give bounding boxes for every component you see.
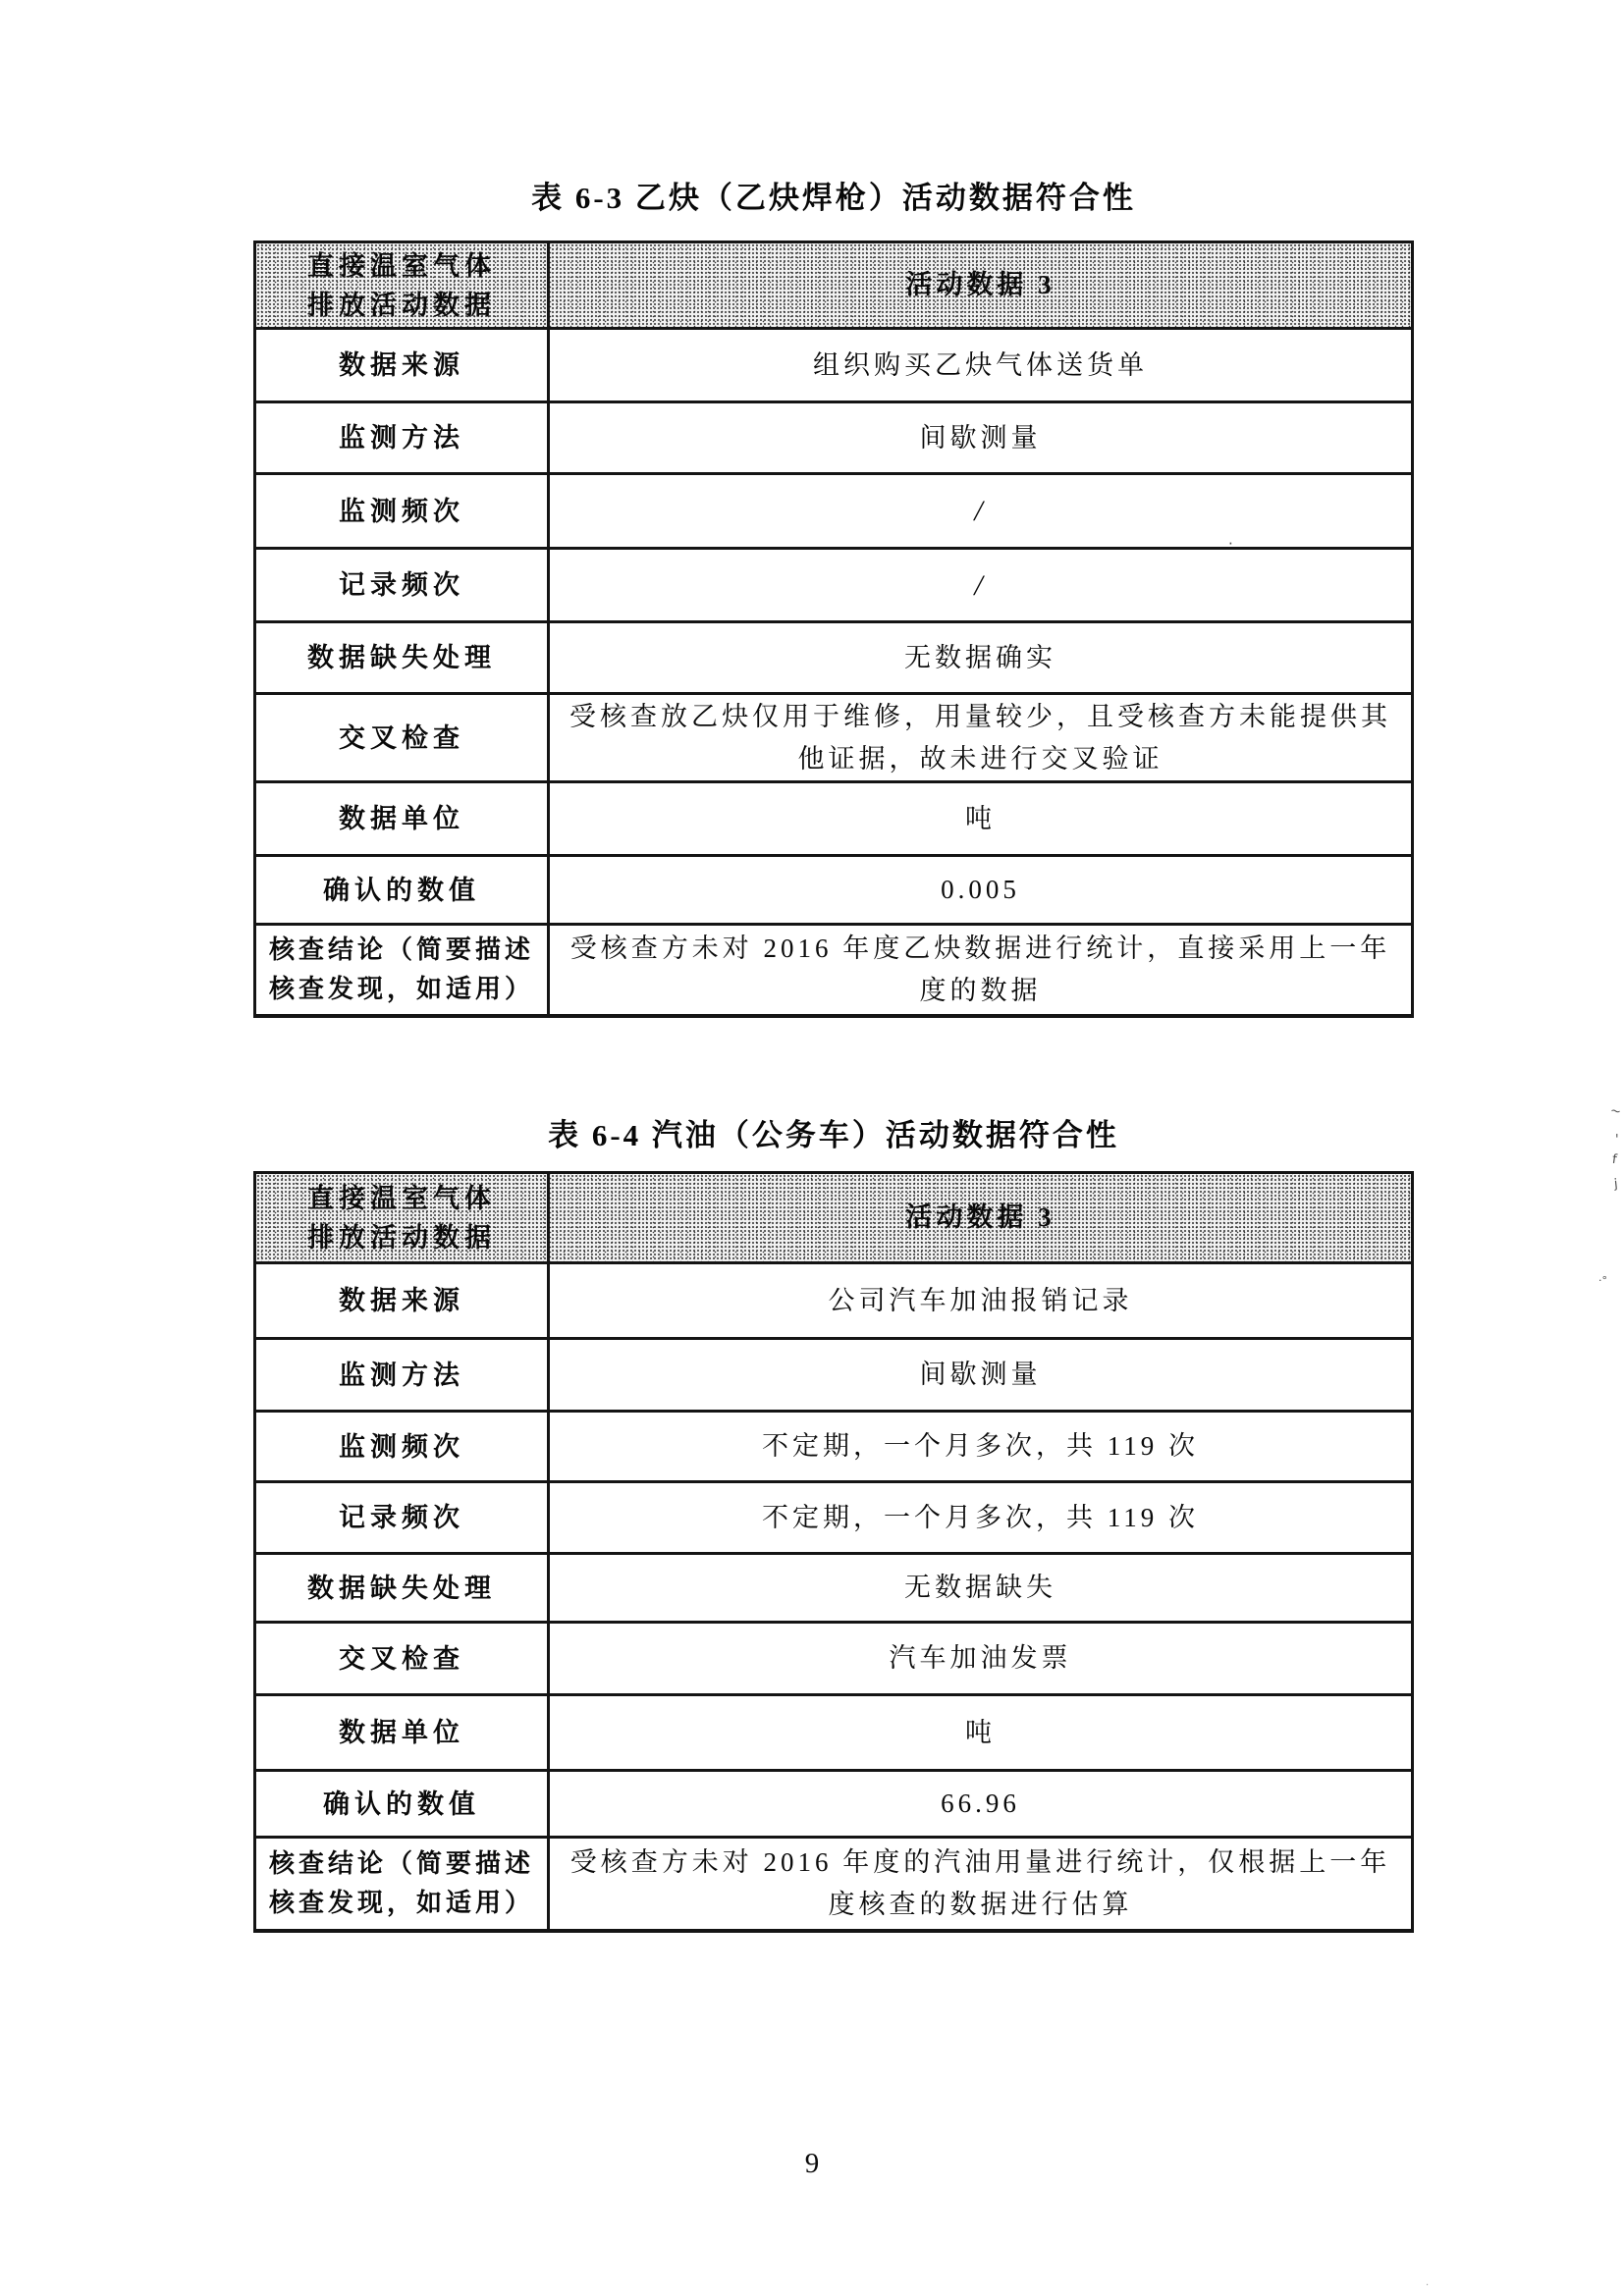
table-header-row	[256, 1174, 1411, 1261]
row-label-cell: 交叉检查	[256, 1624, 550, 1693]
table-header-row	[256, 243, 1411, 327]
row-value-cell: 不定期，一个月多次，共 119 次	[762, 1431, 1199, 1461]
table-row	[256, 1693, 1411, 1769]
row-label-cell: 确认的数值	[256, 1772, 550, 1836]
row-value-cell: /	[974, 495, 987, 527]
header-label-cell	[256, 1174, 550, 1261]
row-label-cell: 监测方法	[256, 403, 550, 472]
row-value-cell: 吨	[965, 803, 996, 833]
table-row	[256, 327, 1411, 400]
table-row	[256, 400, 1411, 472]
table-6-4	[253, 1171, 1414, 1933]
table-6-3-title: 表 6-3 乙炔（乙炔焊枪）活动数据符合性	[531, 181, 1136, 215]
row-label-cell: 数据缺失处理	[256, 1555, 550, 1621]
row-value-cell: 间歇测量	[919, 422, 1042, 453]
row-value-cell: 组织购买乙炔气体送货单	[813, 349, 1148, 380]
scan-artifact: j	[1613, 1176, 1619, 1193]
table-row	[256, 620, 1411, 692]
table-row	[256, 1410, 1411, 1480]
table-row	[256, 854, 1411, 923]
row-label-cell: 数据缺失处理	[256, 623, 550, 692]
row-label-cell: 交叉检查	[256, 695, 550, 780]
table-6-3	[253, 240, 1414, 1018]
table-row	[256, 1337, 1411, 1410]
header-value-cell: 活动数据 3	[905, 1202, 1056, 1232]
row-label-cell: 监测频次	[256, 1413, 550, 1480]
header-label-line2: 排放活动数据	[307, 1222, 496, 1253]
row-value-cell: 汽车加油发票	[889, 1643, 1072, 1673]
row-value-cell: 0.005	[941, 875, 1020, 904]
header-label-cell	[256, 243, 550, 327]
row-value-cell: /	[974, 568, 987, 602]
header-value-cell: 活动数据 3	[905, 270, 1056, 299]
row-value-cell: 66.96	[941, 1789, 1020, 1818]
table-row	[256, 780, 1411, 854]
row-label-cell: 核查结论（简要描述核查发现，如适用）	[256, 926, 550, 1014]
row-label-cell: 核查结论（简要描述核查发现，如适用）	[256, 1839, 550, 1929]
row-label-cell: 数据单位	[256, 783, 550, 854]
row-value-cell: 吨	[965, 1717, 996, 1747]
table-6-4-title: 表 6-4 汽油（公务车）活动数据符合性	[548, 1118, 1119, 1152]
row-value-cell: 受核查方未对 2016 年度的汽油用量进行统计，仅根据上一年度核查的数据进行估算	[569, 1847, 1391, 1919]
row-label-cell: 数据来源	[256, 330, 550, 400]
scan-artifact: ·	[1426, 2280, 1430, 2291]
table-row	[256, 1552, 1411, 1621]
header-label-line1: 直接温室气体	[307, 250, 496, 281]
scan-artifact: f	[1610, 1151, 1618, 1168]
row-value-cell: 间歇测量	[919, 1360, 1042, 1389]
scan-artifact: ·°	[1598, 1274, 1607, 1287]
table-row	[256, 1836, 1411, 1929]
row-label-cell: 记录频次	[256, 550, 550, 620]
row-label-cell: 记录频次	[256, 1483, 550, 1552]
table-row	[256, 923, 1411, 1014]
scan-artifact: ·	[1228, 535, 1233, 553]
table-row	[256, 1621, 1411, 1693]
row-value-cell: 公司汽车加油报销记录	[828, 1285, 1133, 1315]
table-row	[256, 1769, 1411, 1836]
row-label-cell: 确认的数值	[256, 857, 550, 923]
table-row	[256, 692, 1411, 780]
table-row	[256, 547, 1411, 620]
row-label-cell: 监测频次	[256, 475, 550, 547]
page-number: 9	[804, 2148, 820, 2179]
table-row	[256, 1480, 1411, 1552]
header-label-line2: 排放活动数据	[307, 290, 496, 320]
table-row	[256, 472, 1411, 547]
scan-artifact: '	[1615, 1133, 1619, 1148]
row-value-cell: 受核查方未对 2016 年度乙炔数据进行统计，直接采用上一年度的数据	[569, 934, 1391, 1005]
scan-artifact: ~	[1608, 1103, 1623, 1120]
row-value-cell: 不定期，一个月多次，共 119 次	[762, 1502, 1199, 1532]
row-label-cell: 数据来源	[256, 1264, 550, 1337]
row-label-cell: 数据单位	[256, 1696, 550, 1769]
row-value-cell: 受核查放乙炔仅用于维修，用量较少，且受核查方未能提供其他证据，故未进行交叉验证	[569, 701, 1391, 774]
header-label-line1: 直接温室气体	[307, 1183, 496, 1213]
table-row	[256, 1261, 1411, 1337]
row-value-cell: 无数据确实	[904, 642, 1056, 672]
row-value-cell: 无数据缺失	[904, 1573, 1056, 1602]
row-label-cell: 监测方法	[256, 1340, 550, 1410]
